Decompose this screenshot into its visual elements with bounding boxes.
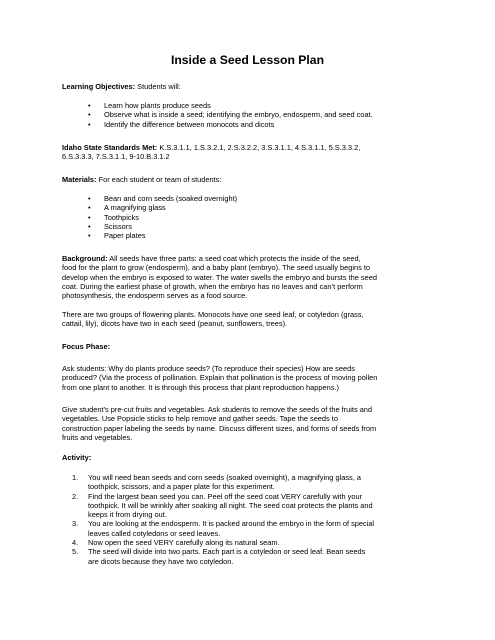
objectives-intro: Students will: xyxy=(137,82,181,91)
item-line: toothpick, scissors, and a paper plate for this experiment. xyxy=(88,482,275,492)
materials-list xyxy=(62,194,237,240)
item-number: 1. xyxy=(72,473,79,482)
materials-intro: For each student or team of students: xyxy=(98,175,222,184)
list-item xyxy=(72,491,374,520)
paragraph-line: cattail, lily), dicots have two in each seed (peanut, sunflowers, trees). xyxy=(62,319,288,329)
page-title: Inside a Seed Lesson Plan xyxy=(170,53,325,67)
list-item: • Bean and corn seeds (soaked overnight) xyxy=(104,194,237,203)
item-number: 5. xyxy=(72,547,79,557)
materials-line xyxy=(62,175,221,184)
activity-heading: Activity: xyxy=(62,453,92,462)
paragraph-line: fruits and vegetables. xyxy=(62,432,133,442)
item-line: leaves called cotyledons or seed leaves. xyxy=(88,528,221,538)
item-line: Now open the seed VERY carefully along its natural seam. xyxy=(88,538,280,548)
standards-label: Idaho State Standards Met: xyxy=(62,143,158,152)
objectives-line xyxy=(62,82,181,91)
list-item xyxy=(72,473,374,492)
background-label: Background: xyxy=(62,254,108,263)
paragraph-line: from one plant to another. It is through this process that plant reproduction happens.) xyxy=(62,382,339,392)
focus-heading: Focus Phase: xyxy=(62,342,111,351)
list-item: • Scissors xyxy=(104,222,237,231)
list-item: • Observe what is inside a seed; identifying the embryo, endosperm, and seed coat. xyxy=(104,110,373,119)
standards-line-1 xyxy=(62,143,360,152)
standards-text-1: K.S.3.1.1, 1.S.3.2.1, 2.S.3.2.2, 3.S.3.1.1, 4.S.3.1.1, 5.S.3.3.2, xyxy=(159,143,361,152)
paragraph-line: photosynthesis, the endosperm serves as a food source. xyxy=(62,291,248,301)
item-line: You will need bean seeds and corn seeds (soaked overnight), a magnifying glass, a xyxy=(88,473,361,482)
list-item xyxy=(72,547,374,566)
list-item xyxy=(72,538,374,548)
item-line: toothpick. It will be wrinkly after soaking all night. The seed coat protects the plants and xyxy=(88,500,373,510)
item-number: 2. xyxy=(72,491,79,501)
paragraph-line: food for the plant to grow (endosperm), and a baby plant (embryo). The seed usually begins to xyxy=(62,263,370,273)
materials-label: Materials: xyxy=(62,175,97,184)
item-line: Find the largest bean seed you can. Peel off the seed coat VERY carefully with your xyxy=(88,491,363,501)
paragraph-line: Ask students: Why do plants produce seeds? (To reproduce their species) How are seeds xyxy=(62,364,355,373)
objectives-label: Learning Objectives: xyxy=(62,82,136,91)
list-item: • Toothpicks xyxy=(104,213,237,222)
paragraph-line: develop when the embryo is exposed to water. The water swells the embryo and bursts the seed xyxy=(62,272,377,282)
item-line: The seed will divide into two parts. Each part is a cotyledon or seed leaf. Bean seeds xyxy=(88,547,366,557)
objectives-list xyxy=(62,101,373,129)
paragraph-line: construction paper labeling the seeds by name. Discuss different sizes, and forms of seeds from xyxy=(62,423,377,433)
standards-text-2: 6.S.3.3.3, 7.S.3.1.1, 9-10.B.3.1.2 xyxy=(62,152,170,162)
paragraph-line: coat. During the earliest phase of growth, when the embryo has no leaves and can’t perform xyxy=(62,281,363,291)
list-item: • Paper plates xyxy=(104,231,237,240)
list-item xyxy=(72,519,375,538)
activity-list xyxy=(72,473,375,566)
paragraph-line: Give student’s pre-cut fruits and vegetables. Ask students to remove the seeds of the fruits and xyxy=(62,405,373,414)
item-number: 4. xyxy=(72,538,79,548)
paragraph-line: produced? (Via the process of pollination. Explain that pollination is the process of moving pollen xyxy=(62,373,378,383)
item-line: keeps it from drying out. xyxy=(88,510,167,520)
item-line: You are looking at the endosperm. It is packed around the embryo in the form of special xyxy=(88,519,375,529)
list-item: • Identify the difference between monocots and dicots xyxy=(104,120,373,129)
background-line-1 xyxy=(62,254,361,263)
list-item: • A magnifying glass xyxy=(104,203,237,212)
paragraph-line: There are two groups of flowering plants. Monocots have one seed leaf, or cotyledon (grass, xyxy=(62,310,364,319)
list-item: • Learn how plants produce seeds xyxy=(104,101,373,110)
background-text: All seeds have three parts: a seed coat which protects the inside of the seed, xyxy=(109,254,361,263)
item-number: 3. xyxy=(72,519,79,529)
paragraph-line: vegetables. Use Popsicle sticks to help remove and gather seeds. Tape the seeds to xyxy=(62,414,338,424)
item-line: are dicots because they have two cotyledon. xyxy=(88,556,234,566)
